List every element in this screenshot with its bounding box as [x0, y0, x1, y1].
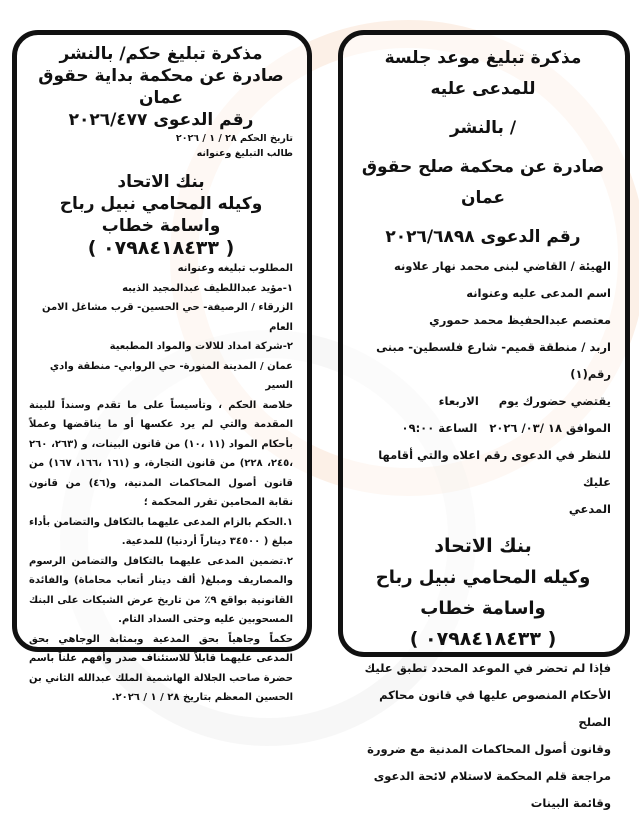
ruling-2: ٢.تضمين المدعى عليهما بالتكافل والتضامن الرسوم والمصاريف ومبلغ( ألف دينار أتعاب محاماة) والفائدة القانونية بواقع ٩٪ من تاريخ عرض الشيكات على البنك المسحوبين عليه وحتى السداد التام. — [29, 555, 293, 625]
judgment-date: تاريخ الحكم ٢٨ / ١ / ٢٠٢٦ — [175, 133, 293, 144]
body-line: يقتضي حضورك يوم الاربعاء — [438, 394, 611, 408]
body-line: المدعي — [568, 502, 611, 516]
body-line: الموافق ١٨ /٠٣/ ٢٠٢٦ الساعة ٠٩:٠٠ — [401, 421, 611, 435]
body-line: اربد / منطقة قميم- شارع فلسطين- مبنى رقم(١) — [376, 340, 611, 381]
closing-line: وقائمة البينات — [530, 796, 611, 810]
judgment-notice — [12, 30, 312, 703]
phone-number: ( ٠٧٩٨٤١٨٤٣٣ ) — [409, 628, 557, 650]
hearing-notice — [338, 30, 630, 810]
phone-number: ( ٠٧٩٨٤١٨٤٣٣ ) — [87, 237, 235, 259]
closing-line: فإذا لم تحضر في الموعد المحدد تطبق عليك — [364, 661, 611, 675]
body-line: معتصم عبدالحفيظ محمد حموري — [429, 313, 611, 327]
judgment-closing: حكماً وجاهياً بحق المدعية وبمثابة الوجاهي بحق المدعى عليهما قابلاً للاستئناف صدر وأفهم علناً باسم حضرة صاحب الجلالة الهاشمية الملك عبدالله الثاني بن الحسين المعظم بتاريخ ٢٨ / ١ / ٢٠٢٦. — [29, 633, 293, 703]
body-line: عمان / المدينة المنورة- حي الروابي- منطقة وادي السير — [49, 360, 293, 391]
body-line: اسم المدعى عليه وعنوانه — [466, 286, 611, 300]
notice-title: مذكرة تبليغ موعد جلسة للمدعى عليه — [384, 48, 582, 99]
requester-label: طالب التبليغ وعنوانه — [196, 148, 293, 159]
closing-line: وقانون أصول المحاكمات المدنية مع ضرورة — [367, 742, 611, 756]
body-line: المطلوب تبليغه وعنوانه — [177, 263, 293, 274]
case-number: رقم الدعوى ٢٠٢٦/٤٧٧ — [68, 110, 254, 130]
plaintiff-name: بنك الاتحاد — [434, 535, 532, 557]
agent-name: وكيله المحامي نبيل رباح واسامة خطاب — [59, 194, 263, 236]
judgment-summary: خلاصة الحكم ، وتأسيساً على ما تقدم وسنداً للبينة المقدمة والتي لم يرد عكسها أو ما يناقضها وعملاً بأحكام المواد (١١ ،١٠) من قانون البينات، و (٢٦٣، ٢٦٠ ،٢٤٥، ٢٢٨) من قانون التجارة، و (١٦١ ،١٦٦، ١٦٧) من قانون أصول المحاكمات المدنية، و(٤٦) من قانون نقابة المحامين تقرر المحكمة ؛ — [29, 399, 294, 508]
court-name: صادرة عن محكمة صلح حقوق عمان — [361, 157, 605, 208]
notice-title: / بالنشر — [449, 118, 517, 138]
court-name: صادرة عن محكمة بداية حقوق عمان — [38, 66, 284, 108]
closing-line: الأحكام المنصوص عليها في قانون محاكم الصلح — [379, 688, 611, 729]
body-line: الهيئة / القاضي لبنى محمد نهار علاونه — [393, 259, 611, 273]
body-line: ٢-شركة امداد للالات والمواد المطبعية — [109, 341, 293, 352]
closing-line: مراجعة قلم المحكمة لاستلام لائحة الدعوى — [373, 769, 611, 783]
body-line: الزرقاء / الرصيفة- حي الحسين- قرب مشاغل الامن العام — [41, 302, 293, 333]
body-line: ١-مؤيد عبداللطيف عبدالمجيد الذيبه — [122, 282, 293, 294]
body-line: للنظر في الدعوى رقم اعلاه والتي أقامها عليك — [378, 448, 611, 489]
case-number: رقم الدعوى ٢٠٢٦/٦٨٩٨ — [385, 227, 581, 247]
agent-name: وكيله المحامي نبيل رباح واسامة خطاب — [375, 567, 591, 619]
plaintiff-name: بنك الاتحاد — [117, 172, 205, 192]
notice-title: مذكرة تبليغ حكم/ بالنشر — [59, 44, 263, 64]
ruling-1: ١.الحكم بالزام المدعى عليهما بالتكافل والتضامن بأداء مبلغ ( ٣٤٥٠٠ ديناراً أردنيا) للمدعية. — [29, 516, 293, 547]
